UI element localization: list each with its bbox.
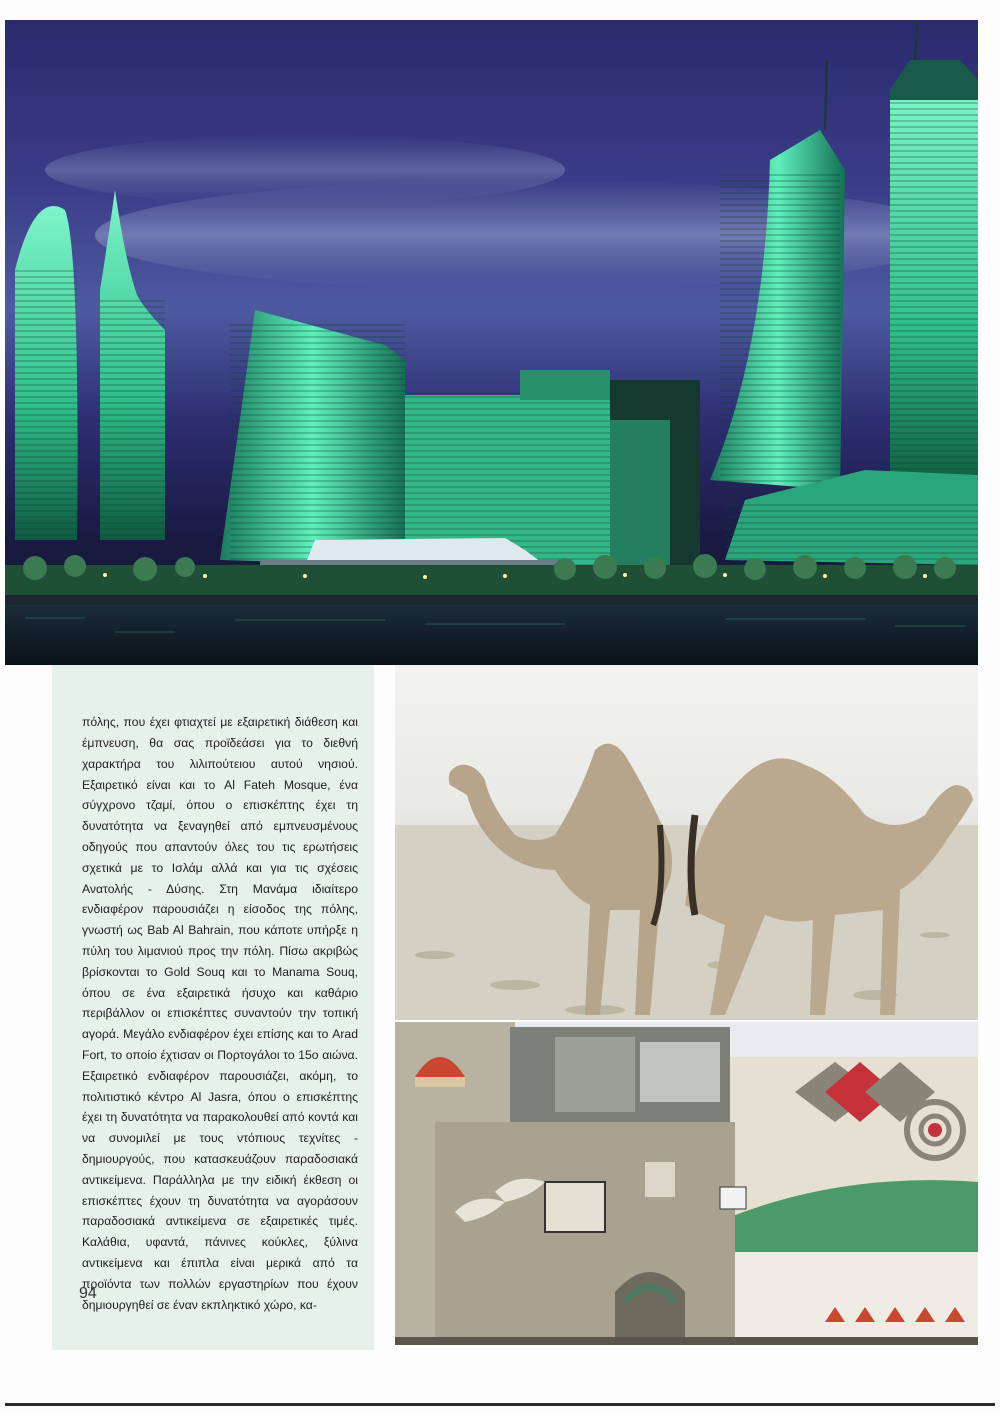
- skyline-illustration: [5, 20, 978, 665]
- camels-photo: [395, 665, 978, 1020]
- page-bottom-rule: [5, 1403, 995, 1406]
- city-skyline-photo: [5, 20, 978, 665]
- mural-illustration: [395, 1022, 978, 1345]
- camels-illustration: [395, 665, 978, 1020]
- painted-wall-mural-photo: [395, 1022, 978, 1345]
- article-text-panel: [52, 665, 374, 1350]
- article-body-text: πόλης, που έχει φτιαχτεί με εξαιρετική διάθεση και έμπνευση, θα σας προϊδεάσει για το διεθνή χαρακτήρα του λιλιπούτειου αυτού νησιού. Εξαιρετικό είναι και το Al Fateh Mosque, ένα σύγχρονο τζαμί, όπου ο επισκέπτης έχει τη δυνατότητα να ξεναγηθεί από εμπνευσμένους οδηγούς που απαντούν όλες του τις ερωτήσεις σχετικά με το Ισλάμ αλλά και για τις σχέσεις Ανατολής - Δύσης. Στη Μανάμα ιδιαίτερο ενδιαφέρον παρουσιάζει η είσοδος της πόλης, γνωστή ως Bab Al Bahrain, που κάποτε υπήρξε η πύλη του λιμανιού προς την πόλη. Πίσω ακριβώς βρίσκονται το Gold Souq και το Manama Souq, όπου σε ένα εξαιρετικά ήσυχο και καθάριο περιβάλλον οι επισκέπτες συναντούν την τοπική αγορά. Μεγάλο ενδιαφέρον έχει επίσης και το Arad Fort, το οποίο έχτισαν οι Πορτογάλοι το 15ο αιώνα. Εξαιρετικό ενδιαφέρον παρουσιάζει, ακόμη, το πολιτιστικό κέντρο Al Jasra, όπου ο επισκέπτης έχει τη δυνατότητα να παρακολουθεί από κοντά και να συνομιλεί με τους ντόπιους τεχνίτες - δημιουργούς, που κατασκευάζουν παραδοσιακά αντικείμενα. Παράλληλα με την ειδική έκθεση οι επισκέπτες έχουν τη δυνατότητα να αγοράσουν παραδοσιακά αντικείμενα σε εξαιρετικές τιμές. Καλάθια, υφαντά, πάνινες κούκλες, ξύλινα αντικείμενα και έπιπλα είναι μερικά από τα προϊόντα των πολλών εργαστηρίων που έχουν δημιουργηθεί σε έναν εκπληκτικό χώρο, κα-: [82, 715, 358, 1312]
- page-number: 94: [79, 1285, 97, 1302]
